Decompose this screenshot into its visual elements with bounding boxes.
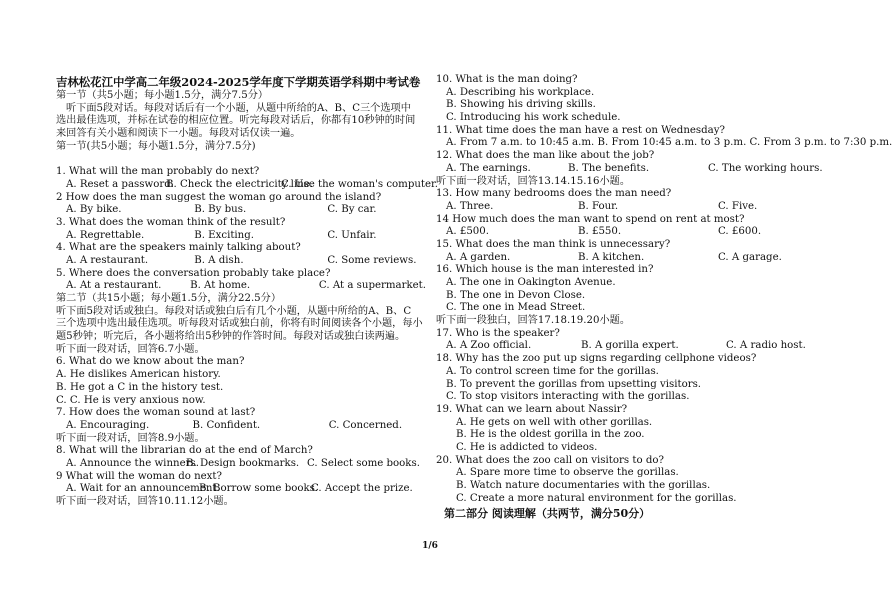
left-lines <box>56 90 439 509</box>
text-line: C. C. He is very anxious now. <box>56 394 206 406</box>
text-line: 听下面一段独白，回答17.18.19.20小题。 <box>436 315 631 327</box>
text-line: B. He got a C in the history test. <box>56 381 224 393</box>
text-line: B. Watch nature documentaries with the gorillas. <box>456 480 711 491</box>
text-line: 6. What do we know about the man? <box>56 356 245 368</box>
answer-option: B. Four. <box>578 200 619 212</box>
answer-option: B. Exciting. <box>194 229 255 241</box>
text-line: B. The one in Devon Close. <box>446 289 586 301</box>
option-row <box>56 458 426 471</box>
text-line: 5. Where does the conversation probably take place? <box>56 267 331 279</box>
text-line: 1. What will the man probably do next? <box>56 166 260 178</box>
text-line: 选出最佳选项，并标在试卷的相应位置。听完每段对话后，你都有10秒钟的时间 <box>56 115 416 127</box>
text-line: 7. How does the woman sound at last? <box>56 407 256 419</box>
text-line: C. To stop visitors interacting with the gorillas. <box>446 391 690 403</box>
answer-option: B. £550. <box>578 226 622 238</box>
text-line: C. He is addicted to videos. <box>456 441 598 453</box>
text-line: A. To control screen time for the gorillas. <box>446 365 659 377</box>
text-line: 17. Who is the speaker? <box>436 327 560 339</box>
answer-option: A. At a restaurant. <box>66 280 162 292</box>
answer-option: A. Three. <box>446 200 494 212</box>
text-line: A. The one in Oakington Avenue. <box>446 277 616 288</box>
text-line: 三个选项中选出最佳选项。听每段对话或独白前，你将有时间阅读各个小题，每小 <box>56 318 423 330</box>
answer-option: C. Concerned. <box>328 419 403 431</box>
answer-option: A. Regrettable. <box>66 229 145 241</box>
answer-option: C. Unfair. <box>327 229 377 241</box>
text-line: 听下面一段对话，回答6.7小题。 <box>56 343 205 355</box>
answer-option: A. The earnings. <box>446 162 531 174</box>
answer-option: C. Select some books. <box>306 457 420 469</box>
option-row <box>56 255 426 268</box>
text-line: B. Showing his driving skills. <box>446 99 596 111</box>
section-2-heading: 第二部分 阅读理解（共两节，满分50分） <box>444 507 651 521</box>
answer-option: B. A kitchen. <box>578 251 645 263</box>
text-line: C. The one in Mead Street. <box>446 302 586 314</box>
page-number: 1/6 <box>422 541 438 551</box>
text-line: C. Create a more natural environment for the gorillas. <box>456 492 737 504</box>
answer-option: B. By bus. <box>194 204 247 216</box>
option-row <box>56 178 439 192</box>
option-row <box>56 230 426 243</box>
text-line: 来回答有关小题和阅读下一小题。每段对话仅读一遍。 <box>56 128 301 140</box>
answer-option: A. By bike. <box>66 204 122 216</box>
answer-option: B. At home. <box>190 280 251 292</box>
text-line: A. He gets on well with other gorillas. <box>456 416 653 428</box>
text-line: 听下面5段对话。每段对话后有一个小题，从题中所给的A、B、C三个选项中 <box>66 102 411 114</box>
text-line: 第二节（共15小题；每小题1.5分，满分22.5分） <box>56 293 282 304</box>
text-line: 9 What will the woman do next? <box>56 470 222 482</box>
option-row <box>436 340 846 353</box>
option-row <box>56 420 426 433</box>
text-line: 听下面一段对话，回答10.11.12小题。 <box>56 496 234 507</box>
text-line: 第一节（共5小题；每小题1.5分，满分7.5分） <box>56 90 269 101</box>
answer-option: B. Confident. <box>192 419 261 431</box>
answer-option: A. A garden. <box>446 251 511 263</box>
option-row <box>56 483 426 496</box>
answer-option: C. By car. <box>327 204 377 216</box>
answer-option: A. Announce the winners. <box>66 457 199 469</box>
answer-option: A. £500. <box>446 226 489 238</box>
text-line: 听下面5段对话或独白。每段对话或独白后有几个小题，从题中所给的A、B、C <box>56 305 412 317</box>
text-line: B. To prevent the gorillas from upsetting visitors. <box>446 378 702 390</box>
answer-option: C. The working hours. <box>708 162 823 174</box>
answer-option: B. The benefits. <box>568 162 650 174</box>
answer-option: A. A Zoo official. <box>446 340 532 352</box>
answer-option: C. Some reviews. <box>327 254 417 266</box>
text-line: 14 How much does the man want to spend on rent at most? <box>436 213 745 225</box>
answer-option: C. Accept the prize. <box>311 483 413 495</box>
text-line <box>56 153 426 166</box>
text-line: B. He is the oldest gorilla in the zoo. <box>456 429 645 441</box>
text-line: 第一节(共5小题；每小题1.5分，满分7.5分) <box>56 140 256 152</box>
answer-option: A. A restaurant. <box>66 254 149 266</box>
answer-option: B. A dish. <box>194 254 244 266</box>
option-row <box>436 252 846 265</box>
text-line: 8. What will the librarian do at the end of March? <box>56 445 313 457</box>
text-line: A. Describing his workplace. <box>446 86 595 98</box>
text-line: 15. What does the man think is unnecessary? <box>436 238 671 250</box>
right-lines <box>436 74 892 505</box>
text-line: A. He dislikes American history. <box>56 369 221 381</box>
answer-option: A. Encouraging. <box>66 419 150 431</box>
answer-option: A. Wait for an announcement. <box>66 483 220 495</box>
text-line: C. Introducing his work schedule. <box>446 112 621 124</box>
answer-option: B. Borrow some books. <box>199 483 319 495</box>
option-row <box>56 204 426 217</box>
text-line: 4. What are the speakers mainly talking about? <box>56 242 301 254</box>
option-row <box>436 201 846 214</box>
answer-option: C. Five. <box>718 200 758 212</box>
answer-option: C. A garage. <box>718 251 782 263</box>
text-line: 20. What does the zoo call on visitors to do? <box>436 454 664 466</box>
left-column <box>56 75 439 509</box>
text-line: 题5秒钟；听完后，各小题将给出5秒钟的作答时间。每段对话或独白读两遍。 <box>56 331 406 343</box>
option-row <box>56 280 426 293</box>
answer-option: C. Use the woman's computer. <box>281 178 439 190</box>
answer-option: C. A radio host. <box>726 340 806 352</box>
text-line: 19. What can we learn about Nassir? <box>436 403 628 415</box>
option-row <box>436 163 846 176</box>
exam-title: 吉林松花江中学高二年级2024-2025学年度下学期英语学科期中考试卷 <box>56 75 421 89</box>
text-line: 听下面一段对话，回答13.14.15.16小题。 <box>436 175 631 187</box>
text-line: 13. How many bedrooms does the man need? <box>436 188 672 200</box>
option-row <box>436 226 846 239</box>
text-line: 10. What is the man doing? <box>436 74 578 85</box>
answer-option: C. At a supermarket. <box>318 280 426 292</box>
answer-option: B. Design bookmarks. <box>186 457 300 469</box>
text-line: 3. What does the woman think of the result? <box>56 216 286 228</box>
text-line: 11. What time does the man have a rest on Wednesday? <box>436 124 725 136</box>
answer-option: B. Check the electricity line. <box>166 178 314 190</box>
right-column <box>436 74 892 521</box>
answer-option: C. £600. <box>718 226 762 238</box>
answer-option: B. A gorilla expert. <box>581 340 679 352</box>
text-line: 18. Why has the zoo put up signs regarding cellphone videos? <box>436 353 757 365</box>
text-line: 听下面一段对话，回答8.9小题。 <box>56 432 205 444</box>
text-line: A. Spare more time to observe the gorillas. <box>456 467 679 479</box>
text-line: A. From 7 a.m. to 10:45 a.m. B. From 10:45 a.m. to 3 p.m. C. From 3 p.m. to 7:30 p.m. <box>446 137 892 149</box>
text-line: 16. Which house is the man interested in? <box>436 264 654 276</box>
text-line: 12. What does the man like about the job? <box>436 150 655 162</box>
answer-option: A. Reset a password. <box>66 178 174 190</box>
text-line: 2 How does the man suggest the woman go around the island? <box>56 191 382 203</box>
